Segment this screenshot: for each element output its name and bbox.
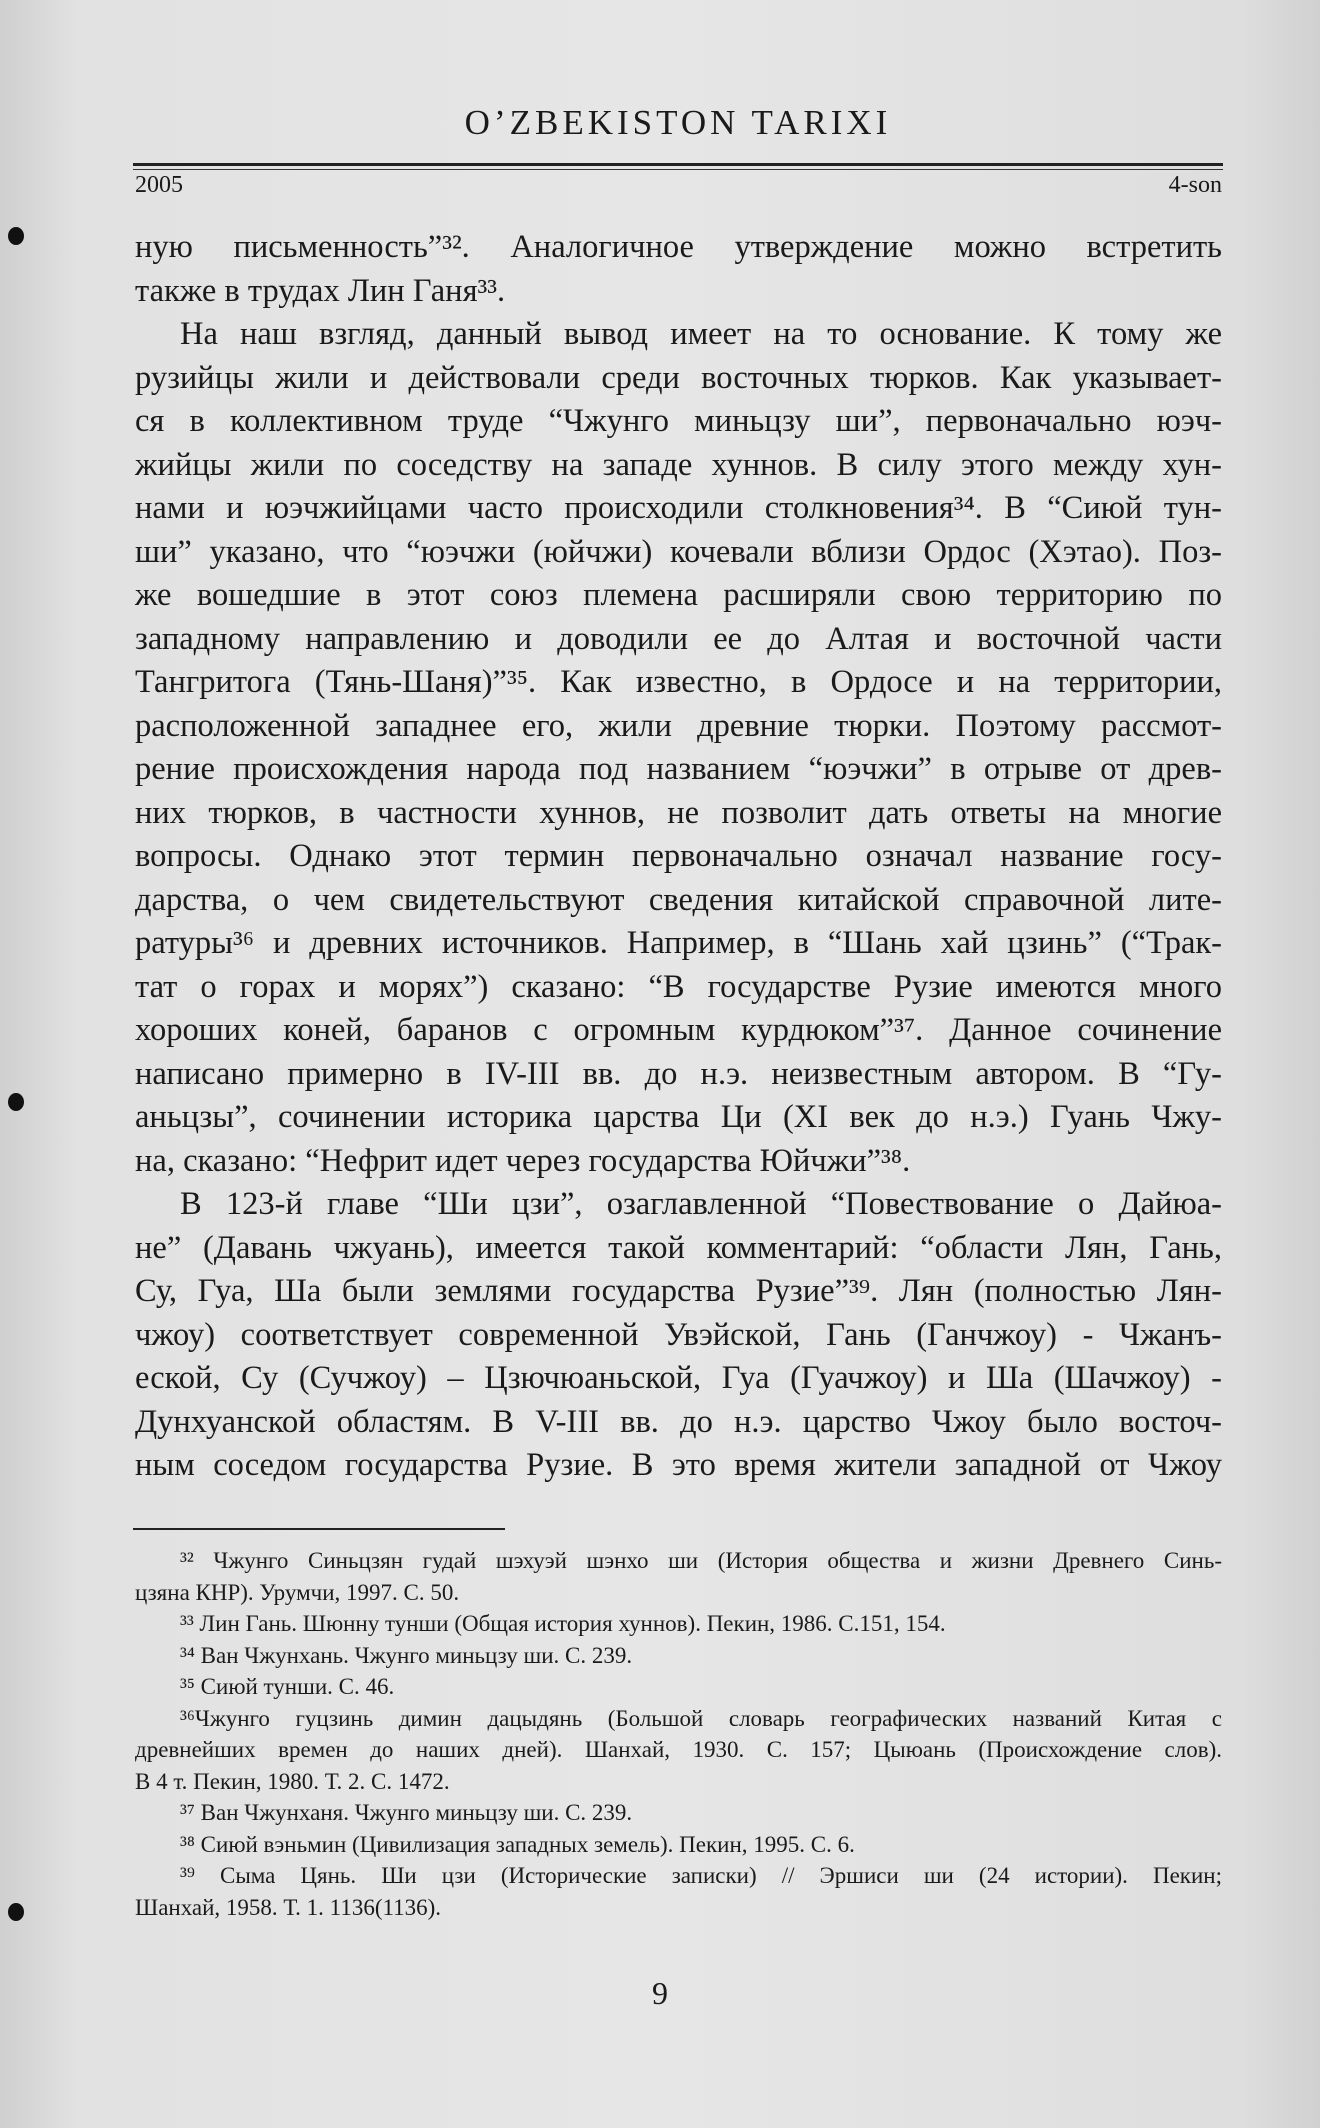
body-line: На наш взгляд, данный вывод имеет на то основание. К тому же	[180, 316, 1222, 352]
body-line: Су, Гуа, Ша были землями государства Рузие”³⁹. Лян (полностью Лян-	[135, 1273, 1222, 1309]
body-line: В 123-й главе “Ши цзи”, озаглавленной “Повествование о Дайюа-	[180, 1186, 1222, 1222]
body-line: расположенной западнее его, жили древние тюрки. Поэтому рассмот-	[135, 707, 1222, 744]
issue-number: 4-son	[1168, 172, 1222, 198]
body-line: на, сказано: “Нефрит идет через государства Юйчжи”³⁸.	[135, 1142, 911, 1179]
footnote-line: ³⁷ Ван Чжунханя. Чжунго миньцзу ши. С. 239.	[180, 1800, 633, 1825]
header-rule	[133, 163, 1223, 166]
body-line: аньцзы”, сочинении историка царства Ци (XI век до н.э.) Гуань Чжу-	[135, 1099, 1222, 1135]
body-line: не” (Давань чжуань), имеется такой комментарий: “области Лян, Гань,	[135, 1229, 1222, 1266]
footnote-line: ³⁴ Ван Чжунхань. Чжунго миньцзу ши. С. 239.	[180, 1642, 633, 1668]
body-line: Дунхуанской областям. В V-III вв. до н.э. царство Чжоу было восточ-	[135, 1403, 1222, 1440]
footnote-line: В 4 т. Пекин, 1980. Т. 2. С. 1472.	[135, 1768, 450, 1794]
punch-hole	[8, 227, 24, 245]
body-line: ную письменность”³². Аналогичное утверждение можно встретить	[135, 229, 1222, 265]
body-line: ся в коллективном труде “Чжунго миньцзу ши”, первоначально юэч-	[135, 403, 1222, 439]
body-line: западному направлению и доводили ее до Алтая и восточной части	[135, 620, 1222, 657]
body-line: рузийцы жили и действовали среди восточных тюрков. Как указывает-	[135, 359, 1222, 396]
body-line: ратуры³⁶ и древних источников. Например, в “Шань хай цзинь” (“Трак-	[135, 925, 1222, 961]
body-line: написано примерно в IV-III вв. до н.э. неизвестным автором. В “Гу-	[135, 1055, 1222, 1092]
body-line: рение происхождения народа под названием “юэчжи” в отрыве от древ-	[135, 751, 1222, 787]
footnote-line: древнейших времен до наших дней). Шанхай, 1930. С. 157; Цыюань (Происхождение слов).	[135, 1737, 1222, 1762]
year: 2005	[135, 172, 183, 198]
footnote-line: Шанхай, 1958. Т. 1. 1136(1136).	[135, 1894, 442, 1920]
footnote-separator	[133, 1528, 505, 1530]
body-line: ным соседом государства Рузие. В это время жители западной от Чжоу	[135, 1447, 1222, 1483]
body-line: же вошедшие в этот союз племена расширяли свою территорию по	[135, 577, 1222, 613]
footnote-line: ³⁵ Сиюй тунши. С. 46.	[180, 1674, 395, 1699]
body-line: жийцы жили по соседству на западе хуннов. В силу этого между хун-	[135, 446, 1222, 483]
body-line: вопросы. Однако этот термин первоначально означал название госу-	[135, 838, 1222, 874]
punch-hole	[8, 1093, 24, 1111]
body-line: нами и юэчжийцами часто происходили столкновения³⁴. В “Сиюй тун-	[135, 490, 1222, 526]
body-line: чжоу) соответствует современной Увэйской, Гань (Ганчжоу) - Чжанъ-	[135, 1316, 1222, 1353]
body-line: хороших коней, баранов с огромным курдюком”³⁷. Данное сочинение	[135, 1012, 1222, 1048]
article-body	[135, 226, 1222, 1488]
header-rule-thin	[133, 169, 1223, 170]
footnote-line: ³² Чжунго Синьцзян гудай шэхуэй шэнхо ши (История общества и жизни Древнего Синь-	[180, 1548, 1222, 1573]
body-line: них тюрков, в частности хуннов, не позволит дать ответы на многие	[135, 794, 1222, 831]
body-line: еской, Су (Сучжоу) – Цзючюаньской, Гуа (Гуачжоу) и Ша (Шачжоу) -	[135, 1360, 1222, 1396]
footnote-line: ³³ Лин Гань. Шюнну тунши (Общая история хуннов). Пекин, 1986. С.151, 154.	[180, 1611, 946, 1636]
body-line: Тангритога (Тянь-Шаня)”³⁵. Как известно, в Ордосе и на территории,	[135, 664, 1222, 700]
body-line: дарства, о чем свидетельствуют сведения китайской справочной лите-	[135, 881, 1222, 918]
body-line: также в трудах Лин Ганя³³.	[135, 272, 506, 309]
punch-hole	[8, 1903, 24, 1921]
footnote-line: ³⁸ Сиюй вэньмин (Цивилизация западных земель). Пекин, 1995. С. 6.	[180, 1831, 855, 1857]
body-line: тат о горах и морях”) сказано: “В государстве Рузие имеются много	[135, 968, 1222, 1005]
footnote-line: ³⁶Чжунго гуцзинь димин дацыдянь (Большой словарь географических названий Китая с	[180, 1705, 1222, 1731]
footnote-line: цзяна КНР). Урумчи, 1997. С. 50.	[135, 1579, 460, 1605]
body-line: ши” указано, что “юэчжи (юйчжи) кочевали вблизи Ордос (Хэтао). Поз-	[135, 533, 1222, 570]
page-number: 9	[652, 1975, 668, 2011]
running-title: O’ZBEKISTON TARIXI	[464, 103, 892, 142]
footnote-line: ³⁹ Сыма Цянь. Ши цзи (Исторические записки) // Эршиси ши (24 истории). Пекин;	[180, 1863, 1222, 1888]
footnotes	[135, 1545, 1222, 1923]
